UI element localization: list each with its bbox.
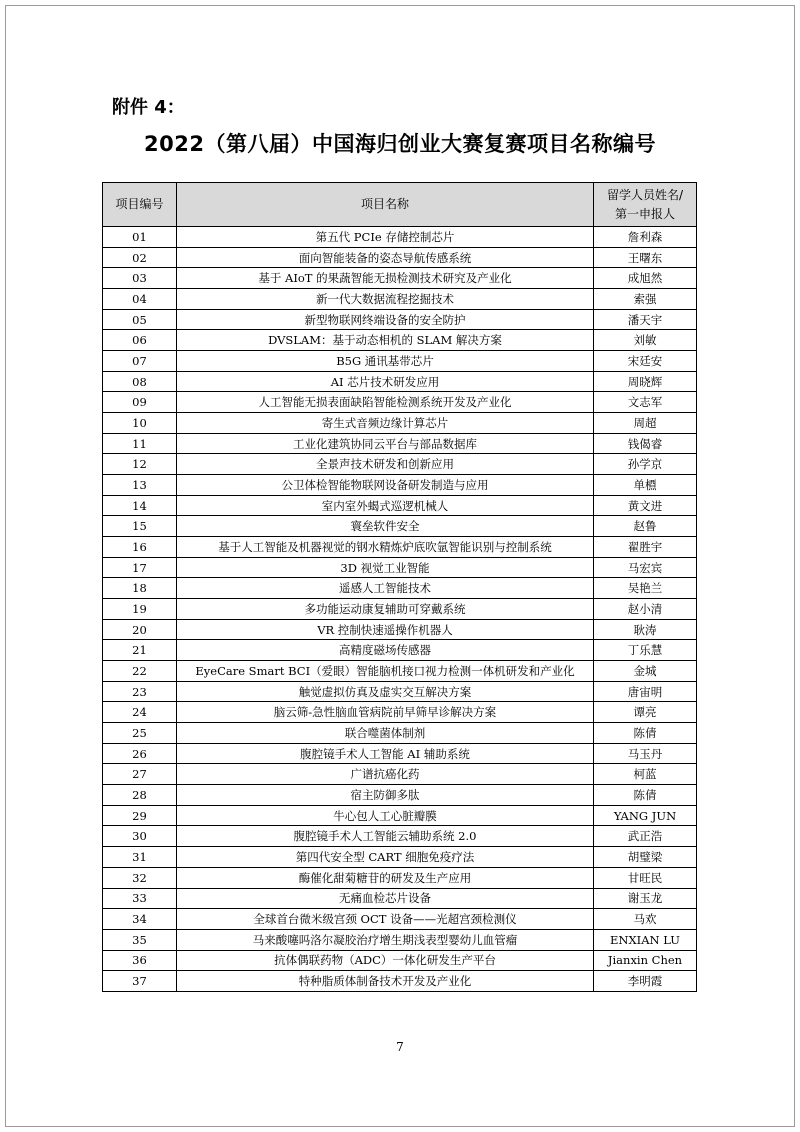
cell-applicant: 索强 (594, 289, 697, 310)
cell-project-name: 无痛血检芯片设备 (177, 888, 594, 909)
cell-project-name: 脑云筛-急性脑血管病院前早筛早诊解决方案 (177, 702, 594, 723)
cell-applicant: 宋廷安 (594, 351, 697, 372)
cell-applicant: Jianxin Chen (594, 950, 697, 971)
table-row (103, 640, 697, 661)
cell-applicant: 周超 (594, 413, 697, 434)
cell-project-name: AI 芯片技术研发应用 (177, 371, 594, 392)
cell-project-number: 37 (103, 971, 177, 992)
table-row (103, 681, 697, 702)
table-row (103, 619, 697, 640)
cell-project-name: 联合噬菌体制剂 (177, 723, 594, 744)
cell-project-name: 宿主防御多肽 (177, 785, 594, 806)
cell-project-name: 新一代大数据流程挖掘技术 (177, 289, 594, 310)
cell-project-name: 多功能运动康复辅助可穿戴系统 (177, 599, 594, 620)
cell-project-number: 24 (103, 702, 177, 723)
cell-project-number: 30 (103, 826, 177, 847)
cell-applicant: 谭亮 (594, 702, 697, 723)
table-row (103, 330, 697, 351)
cell-project-name: 全球首台微米级宫颈 OCT 设备——光超宫颈检测仪 (177, 909, 594, 930)
page-number: 7 (396, 1040, 404, 1054)
cell-applicant: 谢玉龙 (594, 888, 697, 909)
cell-project-number: 14 (103, 495, 177, 516)
cell-project-number: 19 (103, 599, 177, 620)
cell-project-name: 触觉虚拟仿真及虚实交互解决方案 (177, 681, 594, 702)
cell-project-number: 21 (103, 640, 177, 661)
cell-project-number: 25 (103, 723, 177, 744)
cell-project-name: 遥感人工智能技术 (177, 578, 594, 599)
header-project-number: 项目编号 (103, 183, 177, 227)
cell-applicant: 金城 (594, 661, 697, 682)
cell-applicant: 周晓辉 (594, 371, 697, 392)
cell-project-number: 17 (103, 557, 177, 578)
cell-project-name: 公卫体检智能物联网设备研发制造与应用 (177, 475, 594, 496)
table-row (103, 867, 697, 888)
cell-applicant: 吴艳兰 (594, 578, 697, 599)
cell-applicant: 赵鲁 (594, 516, 697, 537)
cell-project-name: 基于 AIoT 的果蔬智能无损检测技术研究及产业化 (177, 268, 594, 289)
cell-project-number: 23 (103, 681, 177, 702)
table-row (103, 929, 697, 950)
cell-applicant: 武正浩 (594, 826, 697, 847)
cell-project-number: 15 (103, 516, 177, 537)
cell-applicant: 马欢 (594, 909, 697, 930)
cell-project-number: 03 (103, 268, 177, 289)
cell-project-number: 18 (103, 578, 177, 599)
cell-applicant: 唐宙明 (594, 681, 697, 702)
cell-project-name: 第五代 PCIe 存储控制芯片 (177, 227, 594, 248)
table-row (103, 351, 697, 372)
cell-project-name: VR 控制快速遥操作机器人 (177, 619, 594, 640)
cell-project-name: DVSLAM：基于动态相机的 SLAM 解决方案 (177, 330, 594, 351)
cell-applicant: 黄文进 (594, 495, 697, 516)
cell-applicant: 耿涛 (594, 619, 697, 640)
table-row (103, 227, 697, 248)
cell-applicant: 甘旺民 (594, 867, 697, 888)
table-row (103, 495, 697, 516)
table-row (103, 537, 697, 558)
cell-project-name: 牛心包人工心脏瓣膜 (177, 805, 594, 826)
table-row (103, 578, 697, 599)
header-project-name: 项目名称 (177, 183, 594, 227)
cell-project-name: 高精度磁场传感器 (177, 640, 594, 661)
header-applicant-line1: 留学人员姓名/ (606, 187, 684, 202)
cell-project-number: 07 (103, 351, 177, 372)
cell-applicant: ENXIAN LU (594, 929, 697, 950)
table-row (103, 847, 697, 868)
cell-project-number: 29 (103, 805, 177, 826)
cell-applicant: 李明霞 (594, 971, 697, 992)
cell-project-name: 面向智能装备的姿态导航传感系统 (177, 247, 594, 268)
cell-project-number: 20 (103, 619, 177, 640)
table-row (103, 909, 697, 930)
cell-project-number: 05 (103, 309, 177, 330)
cell-applicant: 钱偈睿 (594, 433, 697, 454)
cell-project-number: 31 (103, 847, 177, 868)
cell-project-name: 酶催化甜菊糖苷的研发及生产应用 (177, 867, 594, 888)
cell-applicant: 潘天宇 (594, 309, 697, 330)
header-applicant (594, 183, 697, 227)
cell-project-name: 新型物联网终端设备的安全防护 (177, 309, 594, 330)
cell-project-name: 工业化建筑协同云平台与部品数据库 (177, 433, 594, 454)
table-header-row (103, 183, 697, 227)
cell-project-number: 13 (103, 475, 177, 496)
cell-project-name: 广谱抗癌化药 (177, 764, 594, 785)
cell-project-number: 11 (103, 433, 177, 454)
table-row (103, 557, 697, 578)
cell-project-name: 马来酸噻吗洛尔凝胶治疗增生期浅表型婴幼儿血管瘤 (177, 929, 594, 950)
cell-applicant: 詹利森 (594, 227, 697, 248)
table-row (103, 764, 697, 785)
cell-project-name: 基于人工智能及机器视觉的钢水精炼炉底吹氩智能识别与控制系统 (177, 537, 594, 558)
cell-project-number: 08 (103, 371, 177, 392)
cell-project-number: 33 (103, 888, 177, 909)
cell-project-number: 02 (103, 247, 177, 268)
cell-project-number: 27 (103, 764, 177, 785)
table-row (103, 268, 697, 289)
table-row (103, 599, 697, 620)
cell-applicant: 陈倩 (594, 785, 697, 806)
cell-project-name: 腹腔镜手术人工智能 AI 辅助系统 (177, 743, 594, 764)
table-row (103, 971, 697, 992)
cell-project-number: 35 (103, 929, 177, 950)
table-row (103, 433, 697, 454)
table-row (103, 785, 697, 806)
cell-project-number: 28 (103, 785, 177, 806)
cell-applicant: 翟胜宇 (594, 537, 697, 558)
table-row (103, 888, 697, 909)
cell-project-number: 10 (103, 413, 177, 434)
cell-project-number: 12 (103, 454, 177, 475)
table-row (103, 826, 697, 847)
attachment-label: 附件 4： (112, 97, 185, 118)
cell-project-number: 04 (103, 289, 177, 310)
cell-applicant: YANG JUN (594, 805, 697, 826)
cell-project-number: 09 (103, 392, 177, 413)
table-row (103, 516, 697, 537)
cell-project-name: 3D 视觉工业智能 (177, 557, 594, 578)
cell-project-name: 人工智能无损表面缺陷智能检测系统开发及产业化 (177, 392, 594, 413)
cell-applicant: 马玉丹 (594, 743, 697, 764)
table-row (103, 309, 697, 330)
table-row (103, 371, 697, 392)
cell-applicant: 胡璧梁 (594, 847, 697, 868)
table-row (103, 392, 697, 413)
table-row (103, 723, 697, 744)
table-row (103, 702, 697, 723)
cell-project-name: EyeCare Smart BCI（爱眼）智能脑机接口视力检测一体机研发和产业化 (177, 661, 594, 682)
cell-project-number: 26 (103, 743, 177, 764)
cell-applicant: 文志军 (594, 392, 697, 413)
cell-applicant: 王曙东 (594, 247, 697, 268)
cell-applicant: 孙学京 (594, 454, 697, 475)
document-title: 2022（第八届）中国海归创业大赛复赛项目名称编号 (144, 132, 656, 156)
table-row (103, 743, 697, 764)
cell-applicant: 赵小清 (594, 599, 697, 620)
cell-project-name: 第四代安全型 CART 细胞免疫疗法 (177, 847, 594, 868)
cell-applicant: 单槱 (594, 475, 697, 496)
cell-project-name: 腹腔镜手术人工智能云辅助系统 2.0 (177, 826, 594, 847)
project-table (102, 182, 697, 992)
cell-project-name: B5G 通讯基带芯片 (177, 351, 594, 372)
cell-project-number: 36 (103, 950, 177, 971)
cell-project-name: 室内室外蝎式巡逻机械人 (177, 495, 594, 516)
table-row (103, 454, 697, 475)
cell-project-number: 06 (103, 330, 177, 351)
table-row (103, 805, 697, 826)
header-applicant-line2: 第一申报人 (614, 206, 675, 221)
table-row (103, 475, 697, 496)
cell-project-name: 全景声技术研发和创新应用 (177, 454, 594, 475)
cell-applicant: 陈倩 (594, 723, 697, 744)
table-row (103, 247, 697, 268)
table-body (103, 227, 697, 992)
table-row (103, 289, 697, 310)
cell-project-name: 抗体偶联药物（ADC）一体化研发生产平台 (177, 950, 594, 971)
cell-project-name: 寰垒软件安全 (177, 516, 594, 537)
cell-applicant: 柯蓝 (594, 764, 697, 785)
cell-project-name: 特种脂质体制备技术开发及产业化 (177, 971, 594, 992)
cell-project-number: 22 (103, 661, 177, 682)
cell-applicant: 丁乐慧 (594, 640, 697, 661)
cell-project-number: 01 (103, 227, 177, 248)
cell-project-number: 32 (103, 867, 177, 888)
cell-applicant: 成旭然 (594, 268, 697, 289)
cell-project-number: 34 (103, 909, 177, 930)
table-row (103, 950, 697, 971)
table-row (103, 661, 697, 682)
cell-applicant: 马宏宾 (594, 557, 697, 578)
cell-project-number: 16 (103, 537, 177, 558)
cell-project-name: 寄生式音频边缘计算芯片 (177, 413, 594, 434)
cell-applicant: 刘敏 (594, 330, 697, 351)
table-row (103, 413, 697, 434)
